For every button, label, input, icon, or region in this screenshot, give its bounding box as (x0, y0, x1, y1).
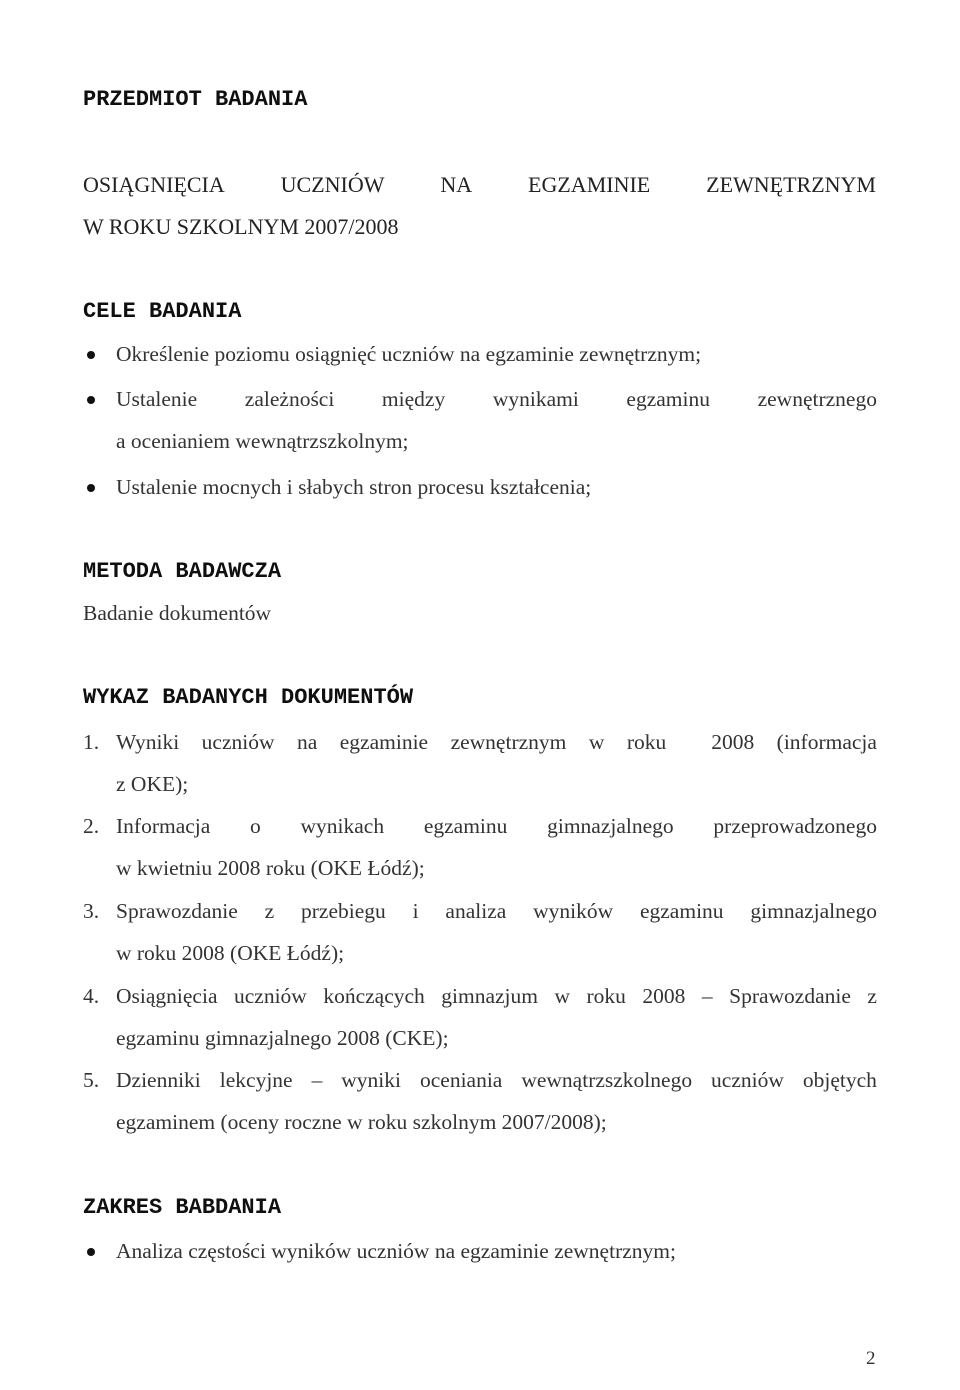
bullet-icon (87, 396, 95, 404)
word: wewnątrzszkolnego (521, 1068, 693, 1092)
word: uczniów (711, 1068, 784, 1092)
word: objętych (802, 1068, 877, 1092)
goal-item-2-line-1 (116, 389, 877, 411)
word: uczniów (233, 984, 307, 1008)
document-item-5-line-1 (116, 1070, 877, 1092)
word: egzaminu (626, 387, 710, 411)
word: Informacja (116, 814, 211, 838)
word: wynikach (300, 814, 385, 838)
word: Dzienniki (116, 1068, 201, 1092)
word: zewnętrznego (757, 387, 877, 411)
document-number: 2. (83, 814, 100, 838)
word: (informacja (776, 730, 877, 754)
word: ZEWNĘTRZNYM (706, 172, 876, 197)
document-item-3-line-1 (116, 901, 877, 923)
title-line-2: W ROKU SZKOLNYM 2007/2008 (83, 214, 399, 239)
heading-documents: WYKAZ BADANYCH DOKUMENTÓW (83, 685, 414, 710)
goal-item-2-line-2: a ocenianiem wewnątrzszkolnym; (116, 429, 409, 453)
word: gimnazjum (441, 984, 538, 1008)
word: roku (626, 730, 667, 754)
page-number: 2 (866, 1348, 876, 1369)
word: gimnazjalnego (547, 814, 674, 838)
word: UCZNIÓW (280, 172, 385, 197)
method-text: Badanie dokumentów (83, 601, 272, 625)
document-number: 3. (83, 899, 100, 923)
word: wyniki (341, 1068, 402, 1092)
goal-item-1: Określenie poziomu osiągnięć uczniów na egzaminie zewnętrznym; (116, 342, 702, 366)
word: – (311, 1068, 323, 1092)
word: wyników (533, 899, 614, 923)
document-item-4-line-1 (116, 986, 877, 1008)
word: i (412, 899, 419, 923)
word: – (701, 984, 713, 1008)
word: uczniów (201, 730, 275, 754)
word: roku (586, 984, 626, 1008)
word: oceniania (419, 1068, 503, 1092)
word: Ustalenie (116, 387, 198, 411)
word: przebiegu (301, 899, 386, 923)
bullet-icon (87, 484, 95, 492)
word: z (264, 899, 275, 923)
word: egzaminu (423, 814, 508, 838)
document-item-2-line-2: w kwietniu 2008 roku (OKE Łódź); (116, 856, 425, 880)
heading-scope: ZAKRES BABDANIA (83, 1195, 282, 1220)
bullet-icon (87, 351, 95, 359)
word: lekcyjne (219, 1068, 293, 1092)
document-item-3-line-2: w roku 2008 (OKE Łódź); (116, 941, 345, 965)
word: analiza (445, 899, 507, 923)
word: w (554, 984, 571, 1008)
bullet-icon (87, 1248, 95, 1256)
word: Sprawozdanie (116, 899, 238, 923)
word: z (867, 984, 877, 1008)
document-item-5-line-2: egzaminem (oceny roczne w roku szkolnym 2007/2008); (116, 1110, 607, 1134)
word: zależności (244, 387, 335, 411)
document-number: 1. (83, 730, 100, 754)
document-item-2-line-1 (116, 816, 877, 838)
word: Wyniki (116, 730, 180, 754)
title-line-1 (83, 174, 876, 196)
word: 2008 (711, 730, 755, 754)
document-number: 5. (83, 1068, 100, 1092)
document-item-1-line-2: z OKE); (116, 772, 189, 796)
document-item-4-line-2: egzaminu gimnazjalnego 2008 (CKE); (116, 1026, 449, 1050)
document-item-1-line-1 (116, 732, 877, 754)
word: między (381, 387, 446, 411)
word: w (588, 730, 605, 754)
goal-item-3: Ustalenie mocnych i słabych stron procesu kształcenia; (116, 475, 592, 499)
heading-method: METODA BADAWCZA (83, 559, 282, 584)
word: gimnazjalnego (750, 899, 877, 923)
word: OSIĄGNIĘCIA (83, 172, 225, 197)
word: wynikami (492, 387, 579, 411)
document-number: 4. (83, 984, 100, 1008)
heading-subject: PRZEDMIOT BADANIA (83, 87, 308, 112)
heading-goals: CELE BADANIA (83, 299, 242, 324)
word: EGZAMINIE (528, 172, 651, 197)
word: Sprawozdanie (729, 984, 851, 1008)
word: egzaminu (639, 899, 724, 923)
word: o (250, 814, 261, 838)
word: na (296, 730, 318, 754)
word: egzaminie (339, 730, 429, 754)
scope-item-1: Analiza częstości wyników uczniów na egzaminie zewnętrznym; (116, 1239, 676, 1263)
word: przeprowadzonego (713, 814, 877, 838)
word: Osiągnięcia (116, 984, 218, 1008)
word: kończących (323, 984, 425, 1008)
word: NA (440, 172, 473, 197)
word: zewnętrznym (450, 730, 567, 754)
word: 2008 (642, 984, 686, 1008)
